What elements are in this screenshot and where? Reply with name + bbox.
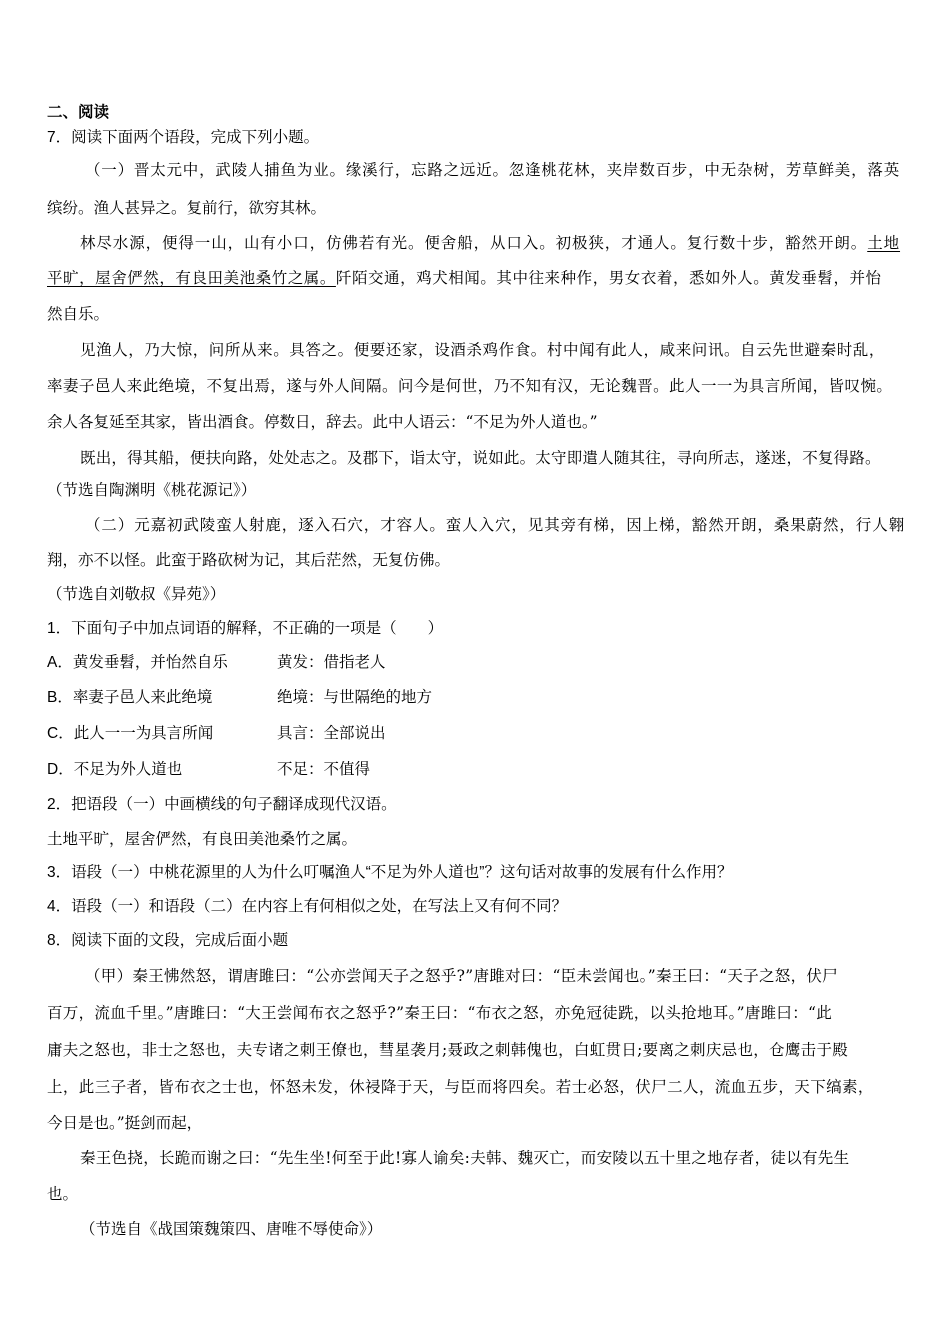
option-d-explain: 不足：不值得 xyxy=(277,761,371,778)
q8-para2-line2: 也。 xyxy=(47,1185,79,1203)
q8-source: （节选自《战国策魏策四、唐唯不辱使命》） xyxy=(80,1220,383,1238)
q8-para1-line2: 百万，流血千里。”唐雎曰：“大王尝闻布衣之怒乎?”秦王曰：“布衣之怒，亦免冠徒跣，以头抢地耳。”唐雎曰：“此 xyxy=(47,1004,833,1022)
sub4-question: 4．语段（一）和语段（二）在内容上有何相似之处，在写法上又有何不同？ xyxy=(47,898,568,915)
passage1-source: （节选自陶渊明《桃花源记》） xyxy=(47,482,257,499)
option-c-text: C．此人一一为具言所闻 xyxy=(47,725,214,742)
passage1-para3-line2: 率妻子邑人来此绝境，不复出焉，遂与外人间隔。问今是何世，乃不知有汉，无论魏晋。此人一一为具言所闻，皆叹惋。 xyxy=(47,377,893,395)
option-a-explain: 黄发：借指老人 xyxy=(277,654,386,671)
option-c-explain: 具言：全部说出 xyxy=(277,725,386,742)
option-b-text: B．率妻子邑人来此绝境 xyxy=(47,689,213,706)
q8-para1-line1: （甲）秦王怫然怒，谓唐雎曰：“公亦尝闻天子之怒乎?”唐雎对曰：“臣未尝闻也。”秦王曰：“天子之怒，伏尸 xyxy=(85,967,838,985)
passage1-para1-line1: （一）晋太元中，武陵人捕鱼为业。缘溪行，忘路之远近。忽逢桃花林，夹岸数百步，中无杂树，芳草鲜美，落英 xyxy=(85,161,901,179)
q7-prompt: 7．阅读下面两个语段，完成下列小题。 xyxy=(47,129,320,146)
passage1-para3-line3: 余人各复延至其家，皆出酒食。停数日，辞去。此中人语云：“不足为外人道也。” xyxy=(47,413,598,431)
q8-prompt: 8．阅读下面的文段，完成后面小题 xyxy=(47,932,289,949)
passage1-para2-text: 林尽水源，便得一山，山有小口，仿佛若有光。便舍船，从口入。初极狭，才通人。复行数十步，豁然开朗。 xyxy=(80,234,868,252)
sub2-sentence: 土地平旷，屋舍俨然，有良田美池桑竹之属。 xyxy=(47,831,358,848)
option-d-text: D．不足为外人道也 xyxy=(47,761,183,778)
passage2-line2: 翔，亦不以怪。此蛮于路砍树为记，其后茫然，无复仿佛。 xyxy=(47,551,451,569)
sub1-question: 1．下面句子中加点词语的解释，不正确的一项是（ ） xyxy=(47,620,444,637)
q8-para1-line5: 今日是也。”挺剑而起， xyxy=(47,1114,203,1132)
sub3-question: 3．语段（一）中桃花源里的人为什么叮嘱渔人“不足为外人道也”？这句话对故事的发展有什么作用？ xyxy=(47,864,733,881)
passage1-para2-line2 xyxy=(47,268,882,288)
underlined-sentence: 平旷，屋舍俨然，有良田美池桑竹之属。 xyxy=(47,269,336,287)
q8-para2-line1: 秦王色挠，长跪而谢之曰：“先生坐!何至于此!寡人谕矣:夫韩、魏灭亡，而安陵以五十里之地存者，徒以有先生 xyxy=(80,1149,850,1167)
passage1-para4-line1: 既出，得其船，便扶向路，处处志之。及郡下，诣太守，说如此。太守即遣人随其往，寻向所志，遂迷，不复得路。 xyxy=(80,449,881,467)
passage1-para2-line1 xyxy=(80,233,900,253)
passage1-para2-continued: 阡陌交通，鸡犬相闻。其中往来种作，男女衣着，悉如外人。黄发垂髫，并怡 xyxy=(335,269,882,287)
sub2-question: 2．把语段（一）中画横线的句子翻译成现代汉语。 xyxy=(47,796,397,813)
passage2-source: （节选自刘敬叔《异苑》） xyxy=(47,586,226,603)
section-heading: 二、阅读 xyxy=(47,104,110,121)
option-b-explain: 绝境：与世隔绝的地方 xyxy=(277,689,433,706)
option-a-text: A．黄发垂髫，并怡然自乐 xyxy=(47,654,228,671)
q8-para1-line4: 上，此三子者，皆布衣之士也，怀怒未发，休祲降于天，与臣而将四矣。若士必怒，伏尸二人，流血五步，天下缟素， xyxy=(47,1078,874,1096)
passage2-line1: （二）元嘉初武陵蛮人射鹿，逐入石穴，才容人。蛮人入穴，见其旁有梯，因上梯，豁然开朗，桑果蔚然，行人翱 xyxy=(85,516,906,534)
underlined-sentence-start: 土地 xyxy=(867,234,901,252)
passage1-para2-line3: 然自乐。 xyxy=(47,305,110,323)
q8-para1-line3: 庸夫之怒也，非士之怒也，夫专诸之刺王僚也，彗星袭月;聂政之刺韩傀也，白虹贯日;要离之刺庆忌也，仓鹰击于殿 xyxy=(47,1041,849,1059)
passage1-para1-line2: 缤纷。渔人甚异之。复前行，欲穷其林。 xyxy=(47,199,327,217)
passage1-para3-line1: 见渔人，乃大惊，问所从来。具答之。便要还家，设酒杀鸡作食。村中闻有此人，咸来问讯。自云先世避秦时乱， xyxy=(80,341,886,359)
